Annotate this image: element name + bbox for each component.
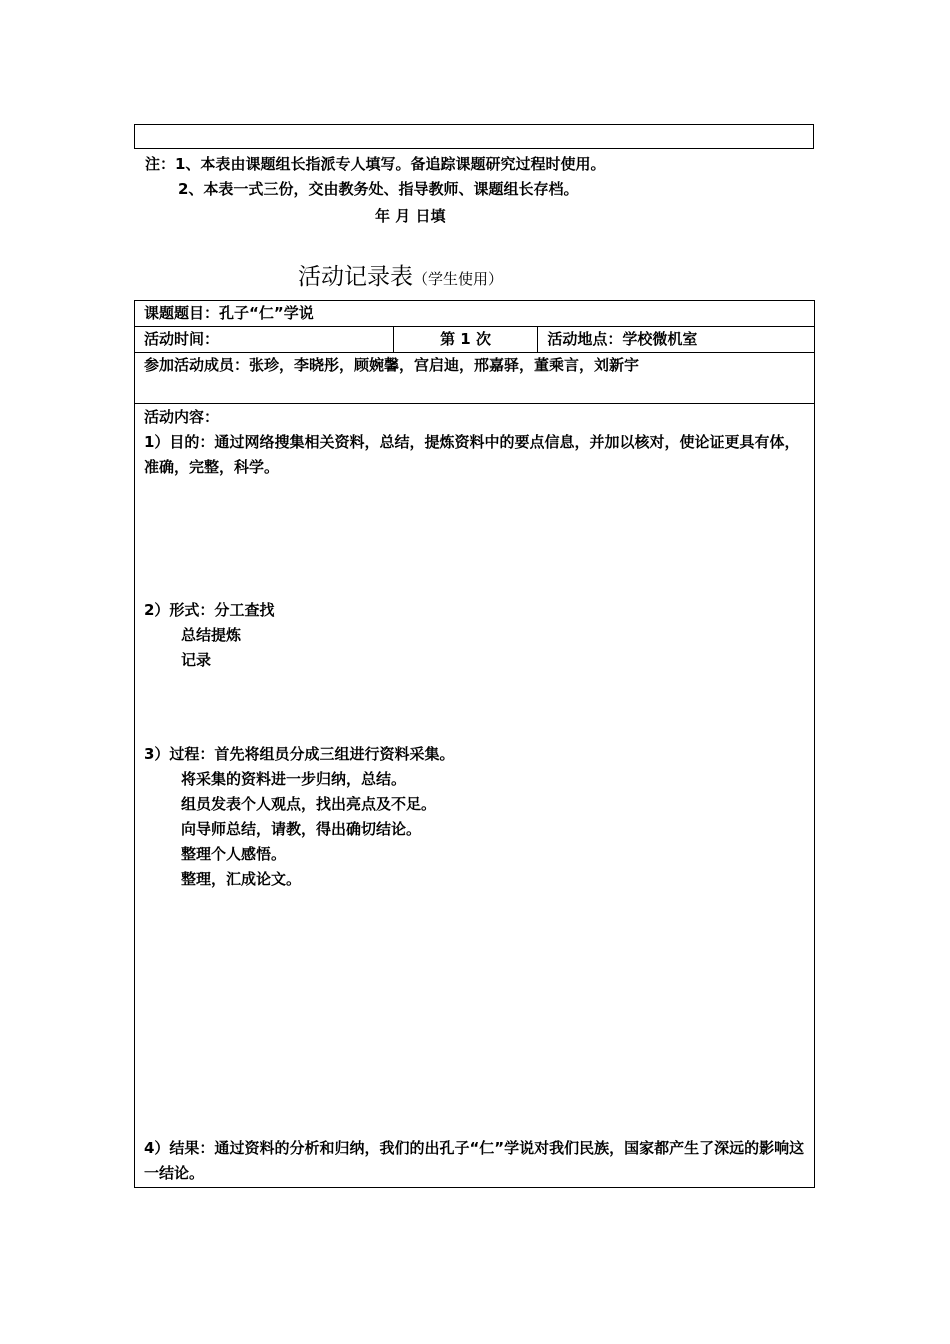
process-item: 整理，汇成论文。 [181,870,302,888]
topic-row [135,301,815,327]
note-line-2: 2、本表一式三份，交由教务处、指导教师、课题组长存档。 [178,180,579,198]
process-title: 3）过程：首先将组员分成三组进行资料采集。 [144,745,455,763]
purpose-text: 1）目的：通过网络搜集相关资料，总结，提炼资料中的要点信息，并加以核对，使论证更具有体，准确，完整，科学。 [144,433,800,476]
result-text: 4）结果：通过资料的分析和归纳，我们的出孔子“仁”学说对我们民族，国家都产生了深远的影响这一结论。 [144,1139,805,1182]
activity-location-cell: 活动地点：学校微机室 [538,327,815,353]
fill-date-line: 年 月 日填 [375,207,446,225]
process-item: 整理个人感悟。 [181,845,287,863]
form-item: 记录 [181,651,212,669]
form-item: 总结提炼 [181,626,242,644]
members-cell: 参加活动成员：张珍，李晓彤，顾婉馨，宫启迪，邢嘉驿，董乘言，刘新宇 [135,353,815,404]
content-label: 活动内容： [144,408,220,426]
form-title: 2）形式：分工查找 [144,601,275,619]
previous-table-bottom-row [134,124,814,149]
members-row [135,353,815,404]
time-row [135,327,815,353]
title-main: 活动记录表 [298,264,413,290]
content-cell [135,404,815,1188]
title-sub: （学生使用） [413,270,504,288]
activity-record-table [134,300,815,1188]
process-item: 将采集的资料进一步归纳，总结。 [181,770,407,788]
session-number-cell: 第 1 次 [393,327,538,353]
content-row [135,404,815,1188]
form-notes [145,152,805,229]
activity-time-cell: 活动时间： [135,327,394,353]
topic-cell: 课题题目：孔子“仁”学说 [135,301,815,327]
page-title [298,258,698,291]
process-item: 组员发表个人观点，找出亮点及不足。 [181,795,437,813]
note-line-1: 注：1、本表由课题组长指派专人填写。备追踪课题研究过程时使用。 [145,155,606,173]
process-item: 向导师总结，请教，得出确切结论。 [181,820,422,838]
